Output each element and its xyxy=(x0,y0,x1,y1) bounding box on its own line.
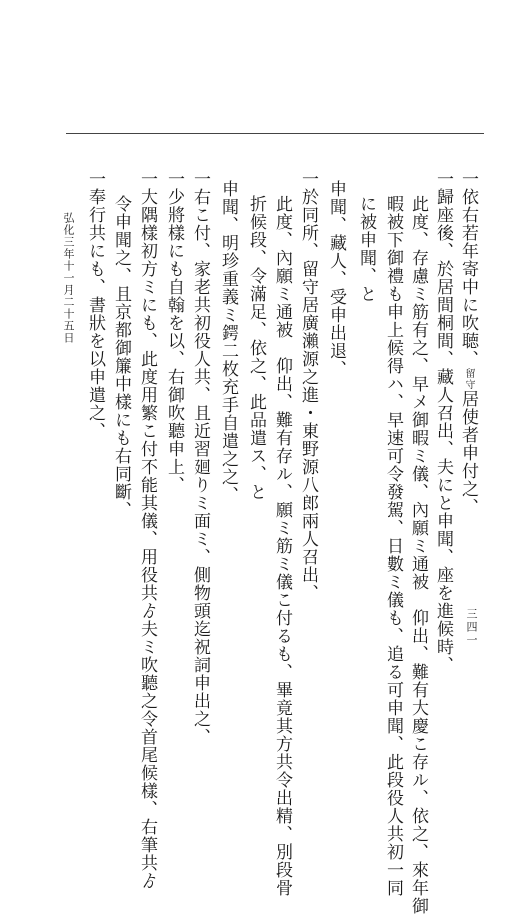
page-number: 三四一 xyxy=(465,608,478,647)
text-column-12 xyxy=(164,170,184,494)
column-text: 一依右若年寄中に吹聴、 xyxy=(458,170,478,368)
text-column-5 xyxy=(356,195,376,303)
column-text: 暇被下御禮も申上候得ハ、早速可令發駕、日數ミ儀も、追る可申聞、此段役人共初一同 xyxy=(383,195,403,897)
column-text: 申聞、明珍重義ミ鍔二枚充手自遣之之、 xyxy=(218,180,238,504)
column-text: 一奉行共にも、書狀を以申遣之、 xyxy=(85,170,105,440)
inline-note: 留守 xyxy=(463,368,474,390)
header-rule xyxy=(66,133,484,134)
column-text: 折候段、令滿足、依之、此品遣ス、と xyxy=(246,195,266,501)
text-column-7 xyxy=(298,170,318,602)
text-column-1 xyxy=(458,170,478,516)
text-column-4 xyxy=(383,195,403,897)
text-column-3 xyxy=(408,195,428,915)
text-column-15 xyxy=(85,170,105,440)
column-text: 一歸座後、於居間桐間、藏人召出、夫にと申聞、座を進候時、 xyxy=(433,170,453,674)
column-text: 一於同所、留守居廣瀨源之進・東野源八郎兩人召出、 xyxy=(298,170,318,602)
text-column-6 xyxy=(326,180,346,378)
text-column-10 xyxy=(218,180,238,504)
text-column-9 xyxy=(246,195,266,501)
column-text: 一少將樣にも自翰を以、右御吹聽申上、 xyxy=(164,170,184,494)
document-date: 弘化三年十一月二十五日 xyxy=(62,212,75,344)
column-text: に被申聞、と xyxy=(356,195,376,303)
text-column-13 xyxy=(137,170,157,890)
column-text-tail: 居使者申付之、 xyxy=(458,390,478,516)
column-text: 令申聞之、且京都御簾中樣にも右同斷、 xyxy=(111,195,131,519)
text-column-8 xyxy=(272,195,292,897)
text-column-2 xyxy=(433,170,453,674)
column-text: 此度、存慮ミ筋有之、早メ御暇ミ儀、內願ミ通被 仰出、難有大慶こ存ル、依之、來年御 xyxy=(408,195,428,915)
column-text: 此度、內願ミ通被 仰出、難有存ル、願ミ筋ミ儀こ付るも、畢竟其方共令出精、別段骨 xyxy=(272,195,292,897)
column-text: 申聞、藏人、受申出退、 xyxy=(326,180,346,378)
text-column-14 xyxy=(111,195,131,519)
text-column-11 xyxy=(190,170,210,746)
column-text: 一大隅樣初方ミにも、此度用繁こ付不能其儀、用役共ゟ夫ミ吹聽之令首尾候樣、右筆共ゟ xyxy=(137,170,157,890)
column-text: 一右こ付、家老共初役人共、且近習廻りミ面ミ、側物頭迄祝詞申出之、 xyxy=(190,170,210,746)
